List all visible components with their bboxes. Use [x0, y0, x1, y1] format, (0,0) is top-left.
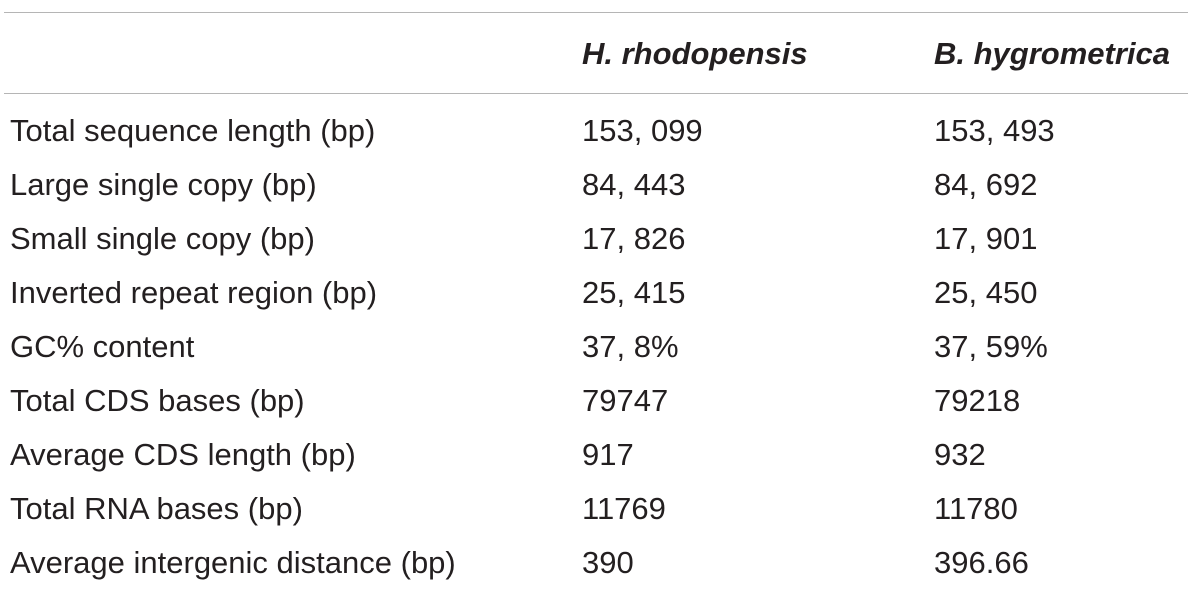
row-label: Average CDS length (bp)	[10, 436, 356, 472]
table-header-row	[0, 13, 1188, 93]
table-row	[0, 319, 1188, 373]
b-hygrometrica-value: 25, 450	[934, 274, 1038, 310]
table-row	[0, 535, 1188, 589]
b-hygrometrica-value: 84, 692	[934, 166, 1038, 202]
row-label: Total sequence length (bp)	[10, 112, 376, 148]
h-rhodopensis-value: 25, 415	[582, 274, 686, 310]
table-row	[0, 211, 1188, 265]
h-rhodopensis-value: 17, 826	[582, 220, 686, 256]
b-hygrometrica-value: 396.66	[934, 544, 1029, 580]
row-label: Inverted repeat region (bp)	[10, 274, 378, 310]
header-cell-b-hygrometrica: B. hygrometrica	[934, 35, 1171, 71]
row-label: Average intergenic distance (bp)	[10, 544, 456, 580]
table-row	[0, 265, 1188, 319]
h-rhodopensis-value: 153, 099	[582, 112, 703, 148]
table-row	[0, 157, 1188, 211]
data-table	[0, 12, 1188, 589]
h-rhodopensis-value: 917	[582, 436, 634, 472]
h-rhodopensis-value: 37, 8%	[582, 328, 679, 364]
b-hygrometrica-value: 79218	[934, 382, 1021, 418]
h-rhodopensis-value: 11769	[582, 490, 666, 526]
h-rhodopensis-value: 84, 443	[582, 166, 686, 202]
b-hygrometrica-value: 11780	[934, 490, 1018, 526]
b-hygrometrica-value: 37, 59%	[934, 328, 1048, 364]
header-cell-h-rhodopensis: H. rhodopensis	[582, 35, 808, 71]
row-label: Total CDS bases (bp)	[10, 382, 305, 418]
row-label: GC% content	[10, 328, 195, 364]
row-label: Total RNA bases (bp)	[10, 490, 303, 526]
table-row	[0, 103, 1188, 157]
row-label: Small single copy (bp)	[10, 220, 315, 256]
b-hygrometrica-value: 17, 901	[934, 220, 1038, 256]
b-hygrometrica-value: 153, 493	[934, 112, 1055, 148]
table-row	[0, 427, 1188, 481]
row-label: Large single copy (bp)	[10, 166, 317, 202]
h-rhodopensis-value: 79747	[582, 382, 669, 418]
table-body	[0, 94, 1188, 589]
b-hygrometrica-value: 932	[934, 436, 986, 472]
table-row	[0, 373, 1188, 427]
h-rhodopensis-value: 390	[582, 544, 634, 580]
table-row	[0, 481, 1188, 535]
